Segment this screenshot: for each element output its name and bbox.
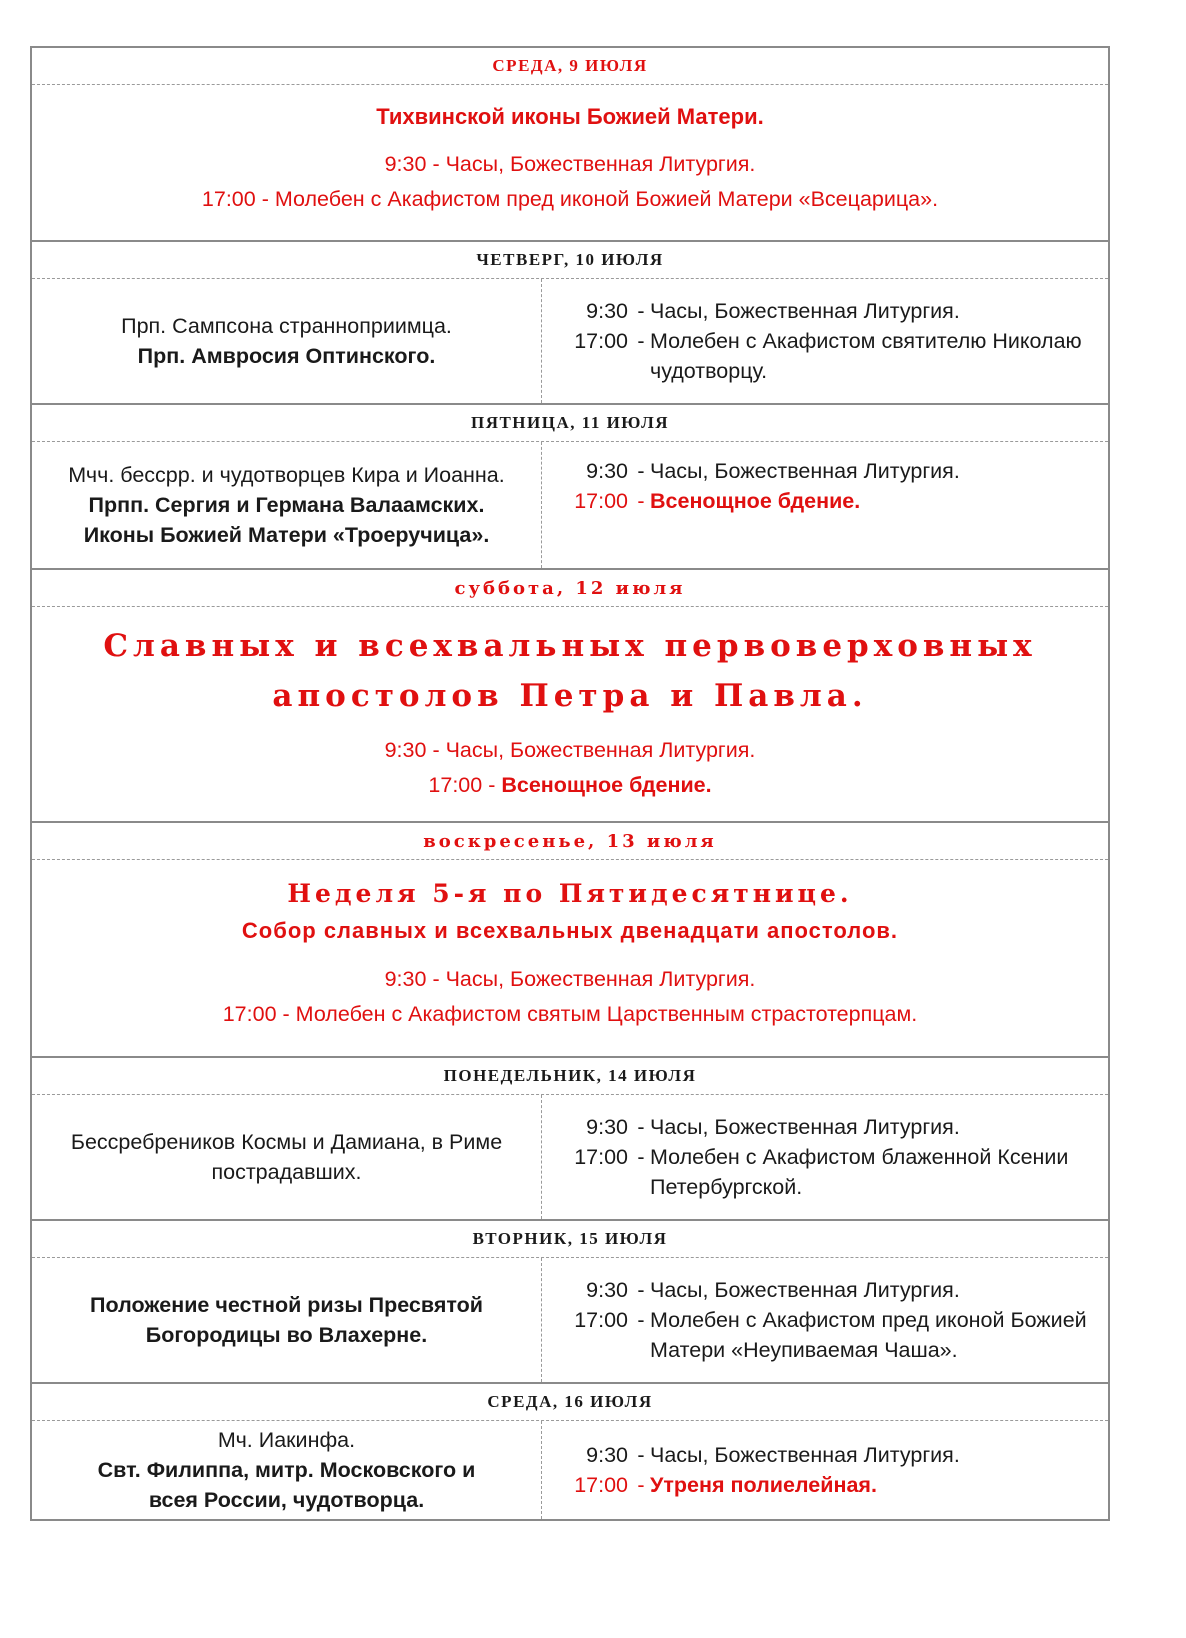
service-time: 9:30: [384, 967, 427, 991]
service-line: [552, 486, 1108, 516]
service-time: 17:00: [574, 1308, 628, 1332]
service-text: Молебен с Акафистом блаженной Ксении Петербургской.: [650, 1145, 1069, 1199]
service-time: 17:00: [201, 187, 256, 211]
saint-text: Мчч. бессрр. и чудотворцев Кира и Иоанна.: [68, 463, 505, 487]
saint-text-bold: Свт. Филиппа, митр. Московского и всея России, чудотворца.: [97, 1458, 476, 1512]
day-header: ПОНЕДЕЛЬНИК, 14 ИЮЛЯ: [32, 1058, 1108, 1095]
saint-text-bold: Положение честной ризы Пресвятой Богородицы во Влахерне.: [90, 1293, 483, 1347]
day-header: ВТОРНИК, 15 ИЮЛЯ: [32, 1221, 1108, 1258]
services-cell: [542, 279, 1108, 403]
service-separator: -: [637, 1308, 645, 1332]
feast-title: Неделя 5-я по Пятидесятнице.: [287, 879, 853, 908]
service-line: [552, 1440, 1108, 1470]
saint-text: Прп. Сампсона странноприимца.: [121, 314, 452, 338]
service-line: [32, 147, 1108, 182]
day-block: [32, 48, 1108, 240]
service-line: [32, 997, 1108, 1032]
service-time: 9:30: [586, 299, 628, 323]
saints-cell: [32, 1095, 542, 1219]
day-block: [32, 821, 1108, 1056]
feast-cell: [32, 860, 1108, 1056]
service-text: Молебен с Акафистом пред иконой Божией Матери «Неупиваемая Чаша».: [650, 1308, 1087, 1362]
service-separator: -: [637, 1278, 645, 1302]
service-separator: -: [432, 967, 440, 991]
service-separator: -: [637, 1115, 645, 1139]
saint-text: Мч. Иакинфа.: [217, 1428, 356, 1452]
schedule-table: [30, 46, 1110, 1521]
service-separator: -: [282, 1002, 290, 1026]
day-block: [32, 403, 1108, 568]
day-row: [32, 1095, 1108, 1219]
day-header: ПЯТНИЦА, 11 ИЮЛЯ: [32, 405, 1108, 442]
day-row: [32, 1258, 1108, 1382]
service-text: Молебен с Акафистом пред иконой Божией Матери «Всецарица».: [274, 187, 939, 211]
service-line: [552, 1275, 1108, 1305]
day-block: [32, 1056, 1108, 1219]
service-separator: -: [637, 489, 645, 513]
day-block: [32, 1382, 1108, 1519]
service-line: [32, 182, 1108, 217]
saints-cell: [32, 279, 542, 403]
service-line: [32, 733, 1108, 768]
day-block: [32, 568, 1108, 821]
service-line: [552, 326, 1108, 386]
service-time: 9:30: [384, 152, 427, 176]
service-line: [552, 1142, 1108, 1202]
saint-text: Бессребреников Космы и Дамиана, в Риме пострадавших.: [70, 1130, 503, 1184]
service-time: 9:30: [586, 1115, 628, 1139]
service-separator: -: [488, 773, 496, 797]
services-cell: [542, 1095, 1108, 1219]
service-time: 17:00: [428, 773, 483, 797]
service-text: Всенощное бдение.: [650, 489, 861, 513]
day-header: воскресенье, 13 июля: [32, 823, 1108, 860]
service-text: Часы, Божественная Литургия.: [650, 1443, 960, 1467]
service-time: 9:30: [586, 1278, 628, 1302]
saints-cell: [32, 442, 542, 568]
service-text: Часы, Божественная Литургия.: [445, 967, 756, 991]
saints-cell: [32, 1421, 542, 1519]
service-time: 17:00: [574, 489, 628, 513]
services-cell: [542, 1421, 1108, 1519]
services-cell: [542, 442, 1108, 568]
service-line: [552, 1470, 1108, 1500]
service-text: Часы, Божественная Литургия.: [650, 459, 960, 483]
service-separator: -: [637, 1145, 645, 1169]
day-block: [32, 240, 1108, 403]
feast-title: Тихвинской иконы Божией Матери.: [376, 104, 764, 129]
service-text: Часы, Божественная Литургия.: [445, 738, 756, 762]
service-time: 17:00: [574, 1145, 628, 1169]
service-separator: -: [637, 299, 645, 323]
day-header: СРЕДА, 9 ИЮЛЯ: [32, 48, 1108, 85]
service-text: Молебен с Акафистом святым Царственным страстотерпцам.: [295, 1002, 918, 1026]
service-time: 9:30: [384, 738, 427, 762]
feast-title-line: Славных и всехвальных первоверховных: [103, 628, 1037, 664]
feast-cell: [32, 85, 1108, 240]
service-time: 9:30: [586, 459, 628, 483]
day-row: [32, 1421, 1108, 1519]
service-line: [552, 456, 1108, 486]
service-time: 17:00: [574, 329, 628, 353]
day-header: ЧЕТВЕРГ, 10 ИЮЛЯ: [32, 242, 1108, 279]
feast-cell: [32, 607, 1108, 821]
service-separator: -: [432, 738, 440, 762]
feast-subtitle: Собор славных и всехвальных двенадцати апостолов.: [241, 918, 899, 943]
feast-title-line: апостолов Петра и Павла.: [272, 678, 868, 714]
service-line: [552, 1112, 1108, 1142]
service-separator: -: [637, 1443, 645, 1467]
service-time: 9:30: [586, 1443, 628, 1467]
saints-cell: [32, 1258, 542, 1382]
service-text: Часы, Божественная Литургия.: [650, 299, 960, 323]
saint-text-bold: Иконы Божией Матери «Троеручица».: [83, 523, 490, 547]
service-line: [552, 1305, 1108, 1365]
day-block: [32, 1219, 1108, 1382]
day-header: суббота, 12 июля: [32, 570, 1108, 607]
service-separator: -: [432, 152, 440, 176]
service-separator: -: [637, 459, 645, 483]
saint-text-bold: Прпп. Сергия и Германа Валаамских.: [88, 493, 485, 517]
service-time: 17:00: [222, 1002, 277, 1026]
service-separator: -: [637, 329, 645, 353]
service-text: Часы, Божественная Литургия.: [650, 1278, 960, 1302]
service-text: Молебен с Акафистом святителю Николаю чудотворцу.: [650, 329, 1082, 383]
service-text: Всенощное бдение.: [501, 773, 712, 797]
service-text: Часы, Божественная Литургия.: [650, 1115, 960, 1139]
service-text: Утреня полиелейная.: [650, 1473, 877, 1497]
service-line: [32, 768, 1108, 803]
day-row: [32, 442, 1108, 568]
service-line: [552, 296, 1108, 326]
service-text: Часы, Божественная Литургия.: [445, 152, 756, 176]
saint-text-bold: Прп. Амвросия Оптинского.: [137, 344, 436, 368]
day-row: [32, 279, 1108, 403]
service-line: [32, 962, 1108, 997]
services-cell: [542, 1258, 1108, 1382]
service-separator: -: [261, 187, 269, 211]
service-time: 17:00: [574, 1473, 628, 1497]
service-separator: -: [637, 1473, 645, 1497]
day-header: СРЕДА, 16 ИЮЛЯ: [32, 1384, 1108, 1421]
